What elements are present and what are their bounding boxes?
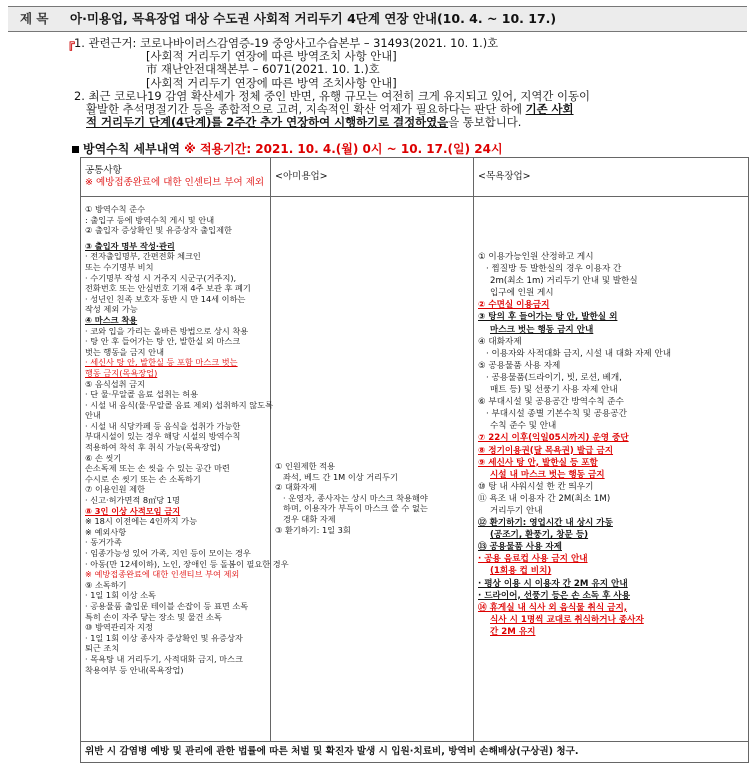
ref-line-2: [사회적 거리두기 연장에 따른 방역조치 사항 안내] [146, 49, 397, 64]
body-line-1: 2. 최근 코로나19 감염 확산세가 정체 중인 반면, 유행 규모는 여전히 크게 유지되고 있어, 지역간 이동이 [74, 88, 591, 103]
title-label: 제 목 [20, 11, 49, 26]
common-rules-cell: ① 방역수칙 준수 : 출입구 등에 방역수칙 게시 및 안내 ② 출입자 증상확인 및 유증상자 출입제한 ③ 출입자 명부 작성·관리 · 전자출입명부, 간편전화 체크인 또는 수기명부 비치 · 수기명부 작성 시 거주지 시군구(거주지), 전화번호 또는 안심번호 기재 4주 보관 후 폐기 · 성년인 친족 보호자 동반 시 만 14세 이하는 작성 제외 가능 ④ 마스크 착용 · 코와 입을 가리는 올바른 방법으로 상시 착용 · 탕 안 후 들어가는 탕 안, 발한실 외 마스크 벗는 행동을 금지 안내 · 세신사 탕 안, 발한실 등 포함 마스크 벗는 행동 금지(목욕장업) ⑤ 음식섭취 금지 · 단 물·무알콜 음료 섭취는 허용 · 시설 내 음식(물·무알콜 음료 제외) 섭취하지 않도록 안내 · 시설 내 식당카페 등 음식을 섭취가 가능한 부대시설이 있는 경우 해당 시설의 방역수칙 적용하여 착석 후 취식 가능(목욕장업) ⑥ 손 씻기 손소독제 또는 손 씻을 수 있는 공간 마련 수시로 손 씻기 또는 손 소독하기 ⑦ 이용인원 제한 · 신고·허가면적 8㎡당 1명 ⑧ 3인 이상 사적모임 금지 ※ 18시 이전에는 4인까지 가능 ※ 예외사항 · 동거가족 · 임종가능성 있어 가족, 지인 등이 모이는 경우 · 아동(만 12세이하), 노인, 장애인 등 돌봄이 필요한 경우 ※ 예방접종완료에 대한 인센티브 부여 제외 ⑨ 소독하기 · 1일 1회 이상 소독 · 공용물품 출입문 테이블 손잡이 등 표면 소독 특히 손이 자주 닿는 장소 및 물건 소독 ⑩ 방역관리자 지정 · 1일 1회 이상 종사자 증상확인 및 유증상자 퇴근 조치 · 목욕탕 내 거리두기, 사적대화 금지, 마스크 착용여부 등 안내(목욕장업) [81, 197, 271, 742]
intro-section [74, 37, 746, 129]
body-line-3: 적 거리두기 단계(4단계)를 2주간 추가 연장하여 시행하기로 결정하였음을 통보합니다. [86, 115, 522, 130]
header-common: 공통사항 ※ 예방접종완료에 대한 인센티브 부여 제외 [81, 158, 271, 197]
header-beauty: <아미용업> [271, 158, 474, 197]
footer-penalty-note: 위반 시 감염병 예방 및 관리에 관한 법률에 따른 처벌 및 확진자 발생 시 입원·치료비, 방역비 손해배상(구상권) 청구. [81, 742, 749, 763]
bracket-mark: 『 [62, 42, 76, 57]
period-text: 적용기간: 2021. 10. 4.(월) 0시 ~ 10. 17.(일) 24시 [199, 142, 503, 156]
rules-table [80, 157, 749, 763]
ref-line-3: 市 재난안전대책본부 – 6071(2021. 10. 1.)호 [146, 62, 380, 77]
ref-line-1: 1. 관련근거: 코로나바이러스감염증-19 중앙사고수습본부 – 31493(2021. 10. 1.)호 [74, 36, 499, 50]
header-bath: <목욕장업> [474, 158, 749, 197]
bath-rules-cell: ① 이용가능인원 산정하고 게시 · 찜질방 등 발한실의 경우 이용자 간 2m(최소 1m) 거리두기 안내 및 발한실 입구에 인원 게시 ② 수면실 이용금지 ③ 탕의 후 들어가는 탕 안, 발한실 외 마스크 벗는 행동 금지 안내 ④ 대화자제 · 이용자와 사적대화 금지, 시설 내 대화 자제 안내 ⑤ 공용물품 사용 자제 · 공용물품(드라이기, 빗, 로션, 베개, 매트 등) 및 선풍기 사용 자제 안내 ⑥ 부대시설 및 공용공간 방역수칙 준수 · 부대시설 종별 기본수칙 및 공용공간 수칙 준수 및 안내 ⑦ 22시 이후(익일05시까지) 운영 중단 ⑧ 정기이용권(달 목욕권) 발급 금지 ⑨ 세신사 탕 안, 발한실 등 포함 시설 내 마스크 벗는 행동 금지 ⑩ 탕 내 샤워시설 한 칸 띄우기 ⑪ 욕조 내 이용자 간 2M(최소 1M) 거리두기 안내 ⑫ 환기하기: 영업시간 내 상시 가동 (공조기, 환풍기, 창문 등) ⑬ 공용물품 사용 자제 · 공용 음료컵 사용 금지 안내 (1회용 컵 비치) · 평상 이용 시 이용자 간 2M 유지 안내 · 드라이어, 선풍기 등은 손 소독 후 사용 ⑭ 휴게실 내 식사 외 음식물 취식 금지, 식사 시 1명씩 교대로 취식하거나 종사자 간 2M 유지 [474, 197, 749, 742]
body-line-2: 활발한 추석명절기간 등을 종합적으로 고려, 지속적인 확산 억제가 필요하다는 판단 하에 기존 사회 [86, 102, 574, 117]
section-heading: 방역수칙 세부내역 ※ 적용기간: 2021. 10. 4.(월) 0시 ~ 10. 17.(일) 24시 [72, 140, 503, 157]
document-title: 아·미용업, 목욕장업 대상 수도권 사회적 거리두기 4단계 연장 안내(10. 4. ~ 10. 17.) [70, 11, 557, 26]
square-bullet-icon [72, 146, 79, 153]
ref-line-4: [사회적 거리두기 연장에 따른 방역 조치사항 안내] [146, 75, 397, 90]
title-bar [8, 6, 747, 32]
beauty-rules-cell: ① 인원제한 적용 좌석, 베드 간 1M 이상 거리두기 ② 대화자제 · 운영자, 종사자는 상시 마스크 착용해야 하며, 이용자가 부득이 마스크 쓸 수 없는 경우 대화 자제 ③ 환기하기: 1일 3회 [271, 197, 474, 742]
